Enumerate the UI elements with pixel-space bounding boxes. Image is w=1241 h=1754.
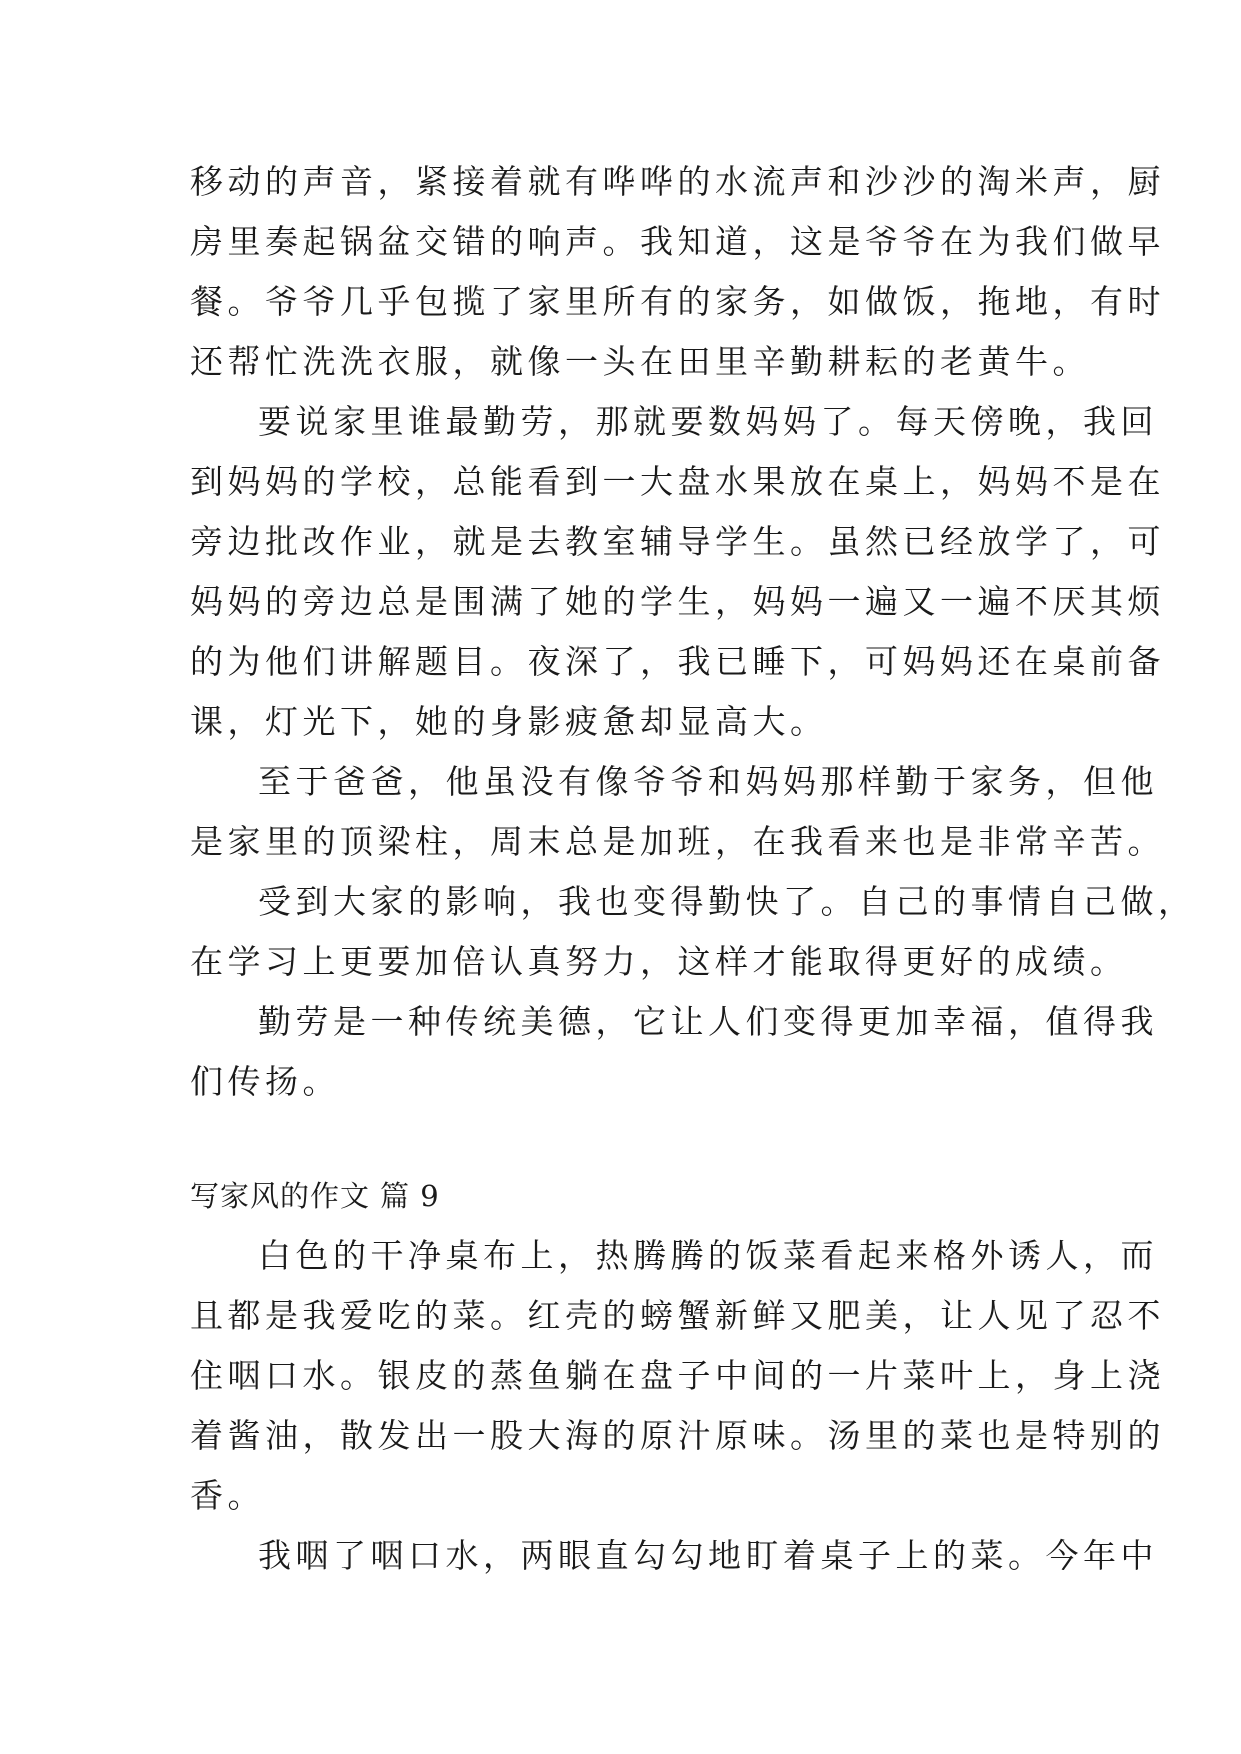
section-spacer [190, 1112, 1060, 1166]
text-line: 受到大家的影响，我也变得勤快了。自己的事情自己做， [258, 882, 1196, 921]
text-line: 勤劳是一种传统美德，它让人们变得更加幸福，值得我 [258, 1002, 1158, 1041]
text-line: 到妈妈的学校，总能看到一大盘水果放在桌上，妈妈不是在 [190, 462, 1165, 501]
text-line: 的为他们讲解题目。夜深了，我已睡下，可妈妈还在桌前备 [190, 642, 1165, 681]
section-title: 写家风的作文 [190, 1179, 371, 1213]
text-line: 移动的声音，紧接着就有哗哗的水流声和沙沙的淘米声，厨 [190, 162, 1165, 201]
text-line: 们传扬。 [190, 1062, 340, 1101]
text-line: 我咽了咽口水，两眼直勾勾地盯着桌子上的菜。今年中 [258, 1536, 1158, 1575]
section-heading [190, 1166, 1060, 1226]
text-line: 白色的干净桌布上，热腾腾的饭菜看起来格外诱人，而 [258, 1236, 1158, 1275]
text-line: 着酱油，散发出一股大海的原汁原味。汤里的菜也是特别的 [190, 1416, 1165, 1455]
text-line: 妈妈的旁边总是围满了她的学生，妈妈一遍又一遍不厌其烦 [190, 582, 1165, 621]
text-line: 还帮忙洗洗衣服，就像一头在田里辛勤耕耘的老黄牛。 [190, 342, 1090, 381]
paragraph [190, 152, 1165, 392]
text-line: 香。 [190, 1476, 265, 1515]
text-line: 至于爸爸，他虽没有像爷爷和妈妈那样勤于家务，但他 [258, 762, 1158, 801]
text-line: 是家里的顶梁柱，周末总是加班，在我看来也是非常辛苦。 [190, 822, 1165, 861]
text-line: 餐。爷爷几乎包揽了家里所有的家务，如做饭，拖地，有时 [190, 282, 1165, 321]
paragraph [190, 872, 1196, 992]
text-line: 且都是我爱吃的菜。红壳的螃蟹新鲜又肥美，让人见了忍不 [190, 1296, 1165, 1335]
text-line: 旁边批改作业，就是去教室辅导学生。虽然已经放学了，可 [190, 522, 1165, 561]
document-body [190, 152, 1196, 1586]
section-number: 篇 9 [380, 1179, 440, 1213]
text-line: 住咽口水。银皮的蒸鱼躺在盘子中间的一片菜叶上，身上浇 [190, 1356, 1165, 1395]
text-line: 要说家里谁最勤劳，那就要数妈妈了。每天傍晚，我回 [258, 402, 1158, 441]
paragraph [190, 1226, 1165, 1526]
text-line: 在学习上更要加倍认真努力，这样才能取得更好的成绩。 [190, 942, 1128, 981]
paragraph [190, 752, 1165, 872]
paragraph [190, 992, 1158, 1112]
paragraph [190, 392, 1165, 752]
paragraph [190, 1526, 1158, 1586]
text-line: 课，灯光下，她的身影疲惫却显高大。 [190, 702, 828, 741]
text-line: 房里奏起锅盆交错的响声。我知道，这是爷爷在为我们做早 [190, 222, 1165, 261]
